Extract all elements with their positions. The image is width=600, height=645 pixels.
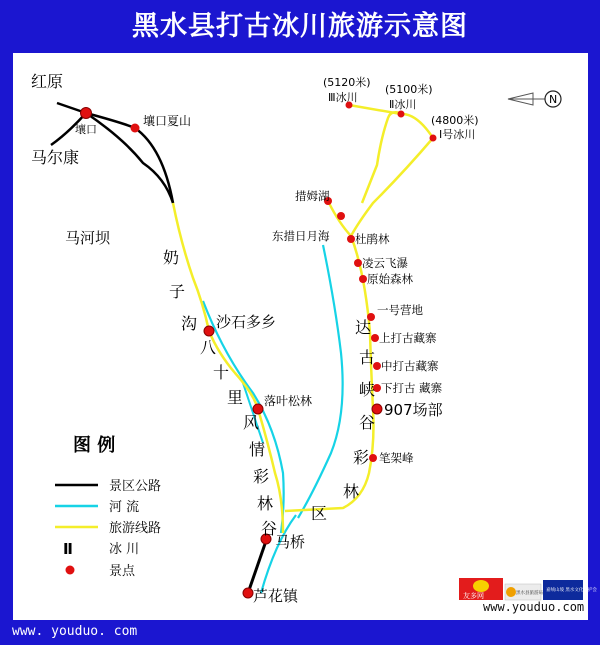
map-title: 黑水县打古冰川旅游示意图 bbox=[132, 11, 468, 42]
label-bashili-1: 八 bbox=[200, 338, 217, 357]
legend-poi-label: 景点 bbox=[109, 564, 136, 579]
legend-road-label: 景区公路 bbox=[109, 479, 162, 494]
poi-rangkou bbox=[81, 108, 92, 119]
logo-c-text: 嘉绒山坡 黑水文化保护会 bbox=[546, 588, 597, 593]
footer-url: www. youduo. com bbox=[12, 624, 138, 639]
label-907: 907场部 bbox=[384, 401, 443, 419]
label-cuomuhu: 措姆湖 bbox=[295, 189, 330, 203]
legend-route-label: 旅游线路 bbox=[109, 521, 162, 536]
poi-shashiduo bbox=[204, 326, 214, 336]
watermark-url: www.youduo.com bbox=[483, 600, 585, 614]
map-canvas bbox=[13, 53, 597, 620]
label-bashili-7: 林 bbox=[257, 494, 274, 513]
label-glacier2: Ⅱ冰川 bbox=[389, 98, 417, 111]
label-xia-dagu: 下打古 藏寨 bbox=[381, 381, 443, 395]
label-bijia: 笔架峰 bbox=[379, 451, 414, 465]
label-dagu-3: 峡 bbox=[359, 380, 376, 399]
label-zhong-dagu: 中打古藏寨 bbox=[381, 359, 439, 373]
route-glaciers bbox=[362, 112, 433, 203]
label-hongyuan: 红原 bbox=[31, 72, 64, 91]
river-right bbox=[298, 245, 343, 518]
label-dagu-2: 古 bbox=[359, 348, 376, 367]
label-glacier3-alt: (5120米) bbox=[323, 76, 371, 89]
label-luoye-songlin: 落叶松林 bbox=[264, 394, 313, 408]
label-dagu-4: 谷 bbox=[359, 413, 376, 432]
label-rangkou: 壤口 bbox=[75, 123, 97, 136]
label-rangkou-xiashan: 壤口夏山 bbox=[143, 114, 192, 128]
compass-label: N bbox=[549, 93, 558, 106]
label-bashili-5: 情 bbox=[249, 440, 266, 459]
label-shashiduo: 沙石多乡 bbox=[216, 313, 277, 331]
label-yuanshi: 原始森林 bbox=[367, 272, 413, 286]
label-dagu-7: 区 bbox=[311, 504, 328, 523]
legend-river-label: 河 流 bbox=[109, 500, 140, 515]
compass bbox=[508, 91, 561, 107]
poi-lingyun bbox=[354, 259, 362, 267]
poi-yuanshi bbox=[359, 275, 367, 283]
legend-poi-swatch bbox=[66, 566, 75, 575]
poi-bijia bbox=[369, 454, 377, 462]
label-lingyun: 凌云飞瀑 bbox=[362, 256, 408, 270]
poi-shang bbox=[371, 334, 379, 342]
poi-xiashan bbox=[131, 124, 140, 133]
poi-dongcuo bbox=[337, 212, 345, 220]
legend-glacier-label: 冰 川 bbox=[109, 542, 140, 557]
label-glacier1: Ⅰ号冰川 bbox=[439, 128, 476, 141]
label-yihao: 一号营地 bbox=[377, 303, 423, 317]
label-dagu-1: 达 bbox=[355, 318, 372, 337]
label-glacier3: Ⅲ冰川 bbox=[328, 91, 358, 104]
label-shang-dagu: 上打古藏寨 bbox=[379, 331, 437, 345]
label-dagu-5: 彩 bbox=[353, 448, 370, 467]
poi-luhua bbox=[243, 588, 253, 598]
legend bbox=[55, 434, 161, 579]
label-maerkang: 马尔康 bbox=[31, 148, 80, 167]
poi-dujuan bbox=[347, 235, 355, 243]
label-bashili-6: 彩 bbox=[253, 467, 270, 486]
label-bashili-4: 风 bbox=[243, 413, 260, 432]
label-bashili-2: 十 bbox=[213, 363, 230, 382]
label-dagu-6: 林 bbox=[343, 482, 360, 501]
label-maqiao: 马桥 bbox=[275, 533, 306, 551]
label-naizigou-3: 沟 bbox=[181, 314, 198, 333]
label-glacier1-alt: (4800米) bbox=[431, 114, 479, 127]
label-bashili-3: 里 bbox=[227, 388, 244, 407]
logo-b-text: 黑水县旅游局 bbox=[516, 591, 543, 596]
label-mahe-ba: 马河坝 bbox=[65, 229, 111, 247]
label-naizigou-2: 子 bbox=[169, 282, 186, 301]
logo-group bbox=[459, 578, 597, 614]
poi-glacier2 bbox=[398, 111, 405, 118]
legend-glacier-icon: Ⅱ bbox=[63, 540, 73, 558]
map-panel bbox=[13, 53, 597, 620]
label-glacier2-alt: (5100米) bbox=[385, 83, 433, 96]
label-dongcuo: 东措日月海 bbox=[272, 229, 330, 243]
legend-title: 图 例 bbox=[73, 435, 116, 456]
label-naizigou-1: 奶 bbox=[163, 248, 180, 267]
logo-a-text: 友多网 bbox=[463, 592, 484, 600]
label-bashili-8: 谷 bbox=[261, 519, 278, 538]
label-dujuan: 杜鹃林 bbox=[355, 232, 390, 246]
label-luhua: 芦花镇 bbox=[253, 587, 299, 605]
poi-glacier1 bbox=[430, 135, 437, 142]
